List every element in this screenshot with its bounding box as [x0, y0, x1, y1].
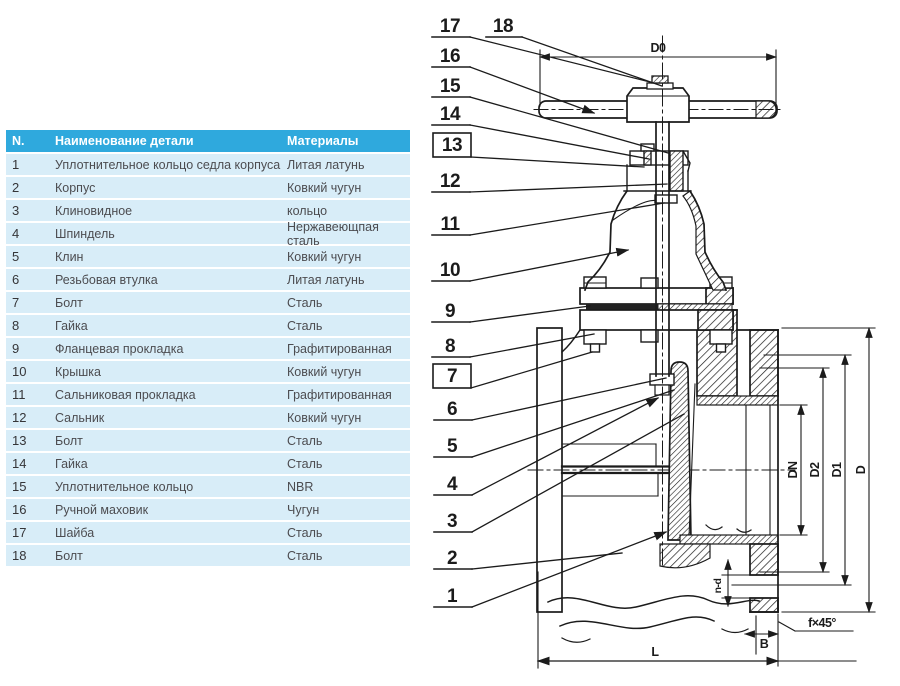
cell-material: кольцо: [287, 203, 328, 218]
cell-name: Гайка: [55, 456, 88, 471]
table-row: [6, 200, 410, 221]
cell-name: Сальник: [55, 410, 105, 425]
cell-material: Чугун: [287, 502, 320, 517]
dim-d1-label: D1: [830, 462, 844, 478]
dim-d-label: D: [854, 465, 868, 475]
callout-6-num: 6: [446, 399, 458, 420]
table-row: [6, 338, 410, 359]
cell-n: 6: [12, 272, 20, 287]
callout-11-num: 11: [440, 214, 460, 235]
callout-2: [434, 548, 622, 569]
gland-packing: [624, 144, 691, 203]
table-header: [6, 130, 410, 152]
callout-8-num: 8: [444, 336, 456, 357]
cell-material: NBR: [287, 479, 314, 494]
cell-n: 9: [12, 341, 20, 356]
table-row: [6, 545, 410, 566]
cell-material: Литая латунь: [287, 272, 365, 287]
cell-n: 18: [12, 548, 27, 563]
table-row: [6, 315, 410, 336]
cell-n: 10: [12, 364, 27, 379]
cell-n: 13: [12, 433, 27, 448]
callout-8: [432, 334, 594, 357]
callout-1-num: 1: [446, 586, 458, 607]
table-row: [6, 292, 410, 313]
handwheel: [534, 76, 781, 122]
table-row: [6, 246, 410, 267]
cell-name: Болт: [55, 433, 83, 448]
dimension-b: [745, 614, 778, 666]
cell-name: Гайка: [55, 318, 88, 333]
callout-4-num: 4: [446, 474, 458, 495]
callout-12-num: 12: [439, 171, 461, 192]
handwheel-washer: [647, 83, 673, 89]
cell-name: Крышка: [55, 364, 101, 379]
callout-11: [432, 203, 664, 235]
cell-material: Литая латунь: [287, 157, 365, 172]
dim-dn-label: DN: [786, 461, 800, 479]
table-row: [6, 219, 410, 248]
cell-n: 12: [12, 410, 27, 425]
dimension-chamfer: [779, 616, 853, 631]
callout-9: [432, 301, 590, 322]
table-row: [6, 177, 410, 198]
cell-material: Графитированная: [287, 387, 392, 402]
cell-name: Резьбовая втулка: [55, 272, 158, 287]
dim-d0-label: D0: [650, 41, 666, 55]
cell-n: 8: [12, 318, 20, 333]
table-row: [6, 384, 410, 405]
callout-3-num: 3: [446, 511, 458, 532]
callout-18: [486, 16, 662, 86]
dimension-n-d: [712, 560, 750, 606]
cell-name: Корпус: [55, 180, 96, 195]
callout-16-num: 16: [439, 46, 461, 67]
callout-13-num: 13: [441, 135, 463, 156]
cell-n: 14: [12, 456, 27, 471]
cell-name: Клиновидное: [55, 203, 133, 218]
callout-9-num: 9: [444, 301, 456, 322]
cell-n: 16: [12, 502, 27, 517]
cell-material: Сталь: [287, 548, 323, 563]
col-header-name: Наименование детали: [55, 134, 194, 148]
cell-name: Клин: [55, 249, 84, 264]
cell-material: Сталь: [287, 456, 323, 471]
table-row: [6, 522, 410, 543]
wavy-break: [548, 596, 759, 642]
cell-n: 7: [12, 295, 20, 310]
cell-n: 4: [12, 226, 20, 241]
cell-material: Графитированная: [287, 341, 392, 356]
callout-12: [432, 171, 667, 192]
callout-15-num: 15: [439, 76, 461, 97]
cell-n: 11: [12, 387, 26, 402]
cell-material: Ковкий чугун: [287, 180, 362, 195]
callout-7-num: 7: [446, 366, 458, 387]
callout-17: [432, 16, 650, 82]
wedge: [650, 362, 695, 540]
cell-material: Сталь: [287, 525, 323, 540]
parts-table: [6, 130, 410, 568]
callout-5-num: 5: [446, 436, 458, 457]
cell-material: Ковкий чугун: [287, 364, 362, 379]
cell-material: Сталь: [287, 295, 323, 310]
table-row: [6, 430, 410, 451]
dim-d2-label: D2: [808, 462, 822, 478]
dim-n-d-label: n-d: [712, 578, 724, 594]
cell-name: Шпиндель: [55, 226, 115, 241]
table-row: [6, 499, 410, 520]
cell-name: Болт: [55, 295, 83, 310]
cell-name: Уплотнительное кольцо седла корпуса: [55, 157, 281, 172]
handwheel-nut: [652, 76, 668, 83]
cell-name: Фланцевая прокладка: [55, 341, 184, 356]
cell-name: Уплотнительное кольцо: [55, 479, 194, 494]
cell-n: 3: [12, 203, 20, 218]
dim-chamfer-label: f×45°: [808, 616, 836, 630]
cell-material: Сталь: [287, 318, 323, 333]
col-header-material: Материалы: [287, 134, 359, 148]
callout-18-num: 18: [492, 16, 514, 37]
cell-material: Сталь: [287, 433, 323, 448]
col-header-n: N.: [12, 134, 25, 148]
callout-14-num: 14: [439, 104, 461, 125]
cell-n: 17: [12, 525, 27, 540]
callout-17-num: 17: [439, 16, 461, 37]
cell-n: 5: [12, 249, 20, 264]
table-row: [6, 453, 410, 474]
dim-l-label: L: [651, 645, 659, 659]
callout-10-num: 10: [439, 260, 461, 281]
table-row: [6, 407, 410, 428]
cell-name: Шайба: [55, 525, 95, 540]
table-row: [6, 361, 410, 382]
cell-n: 15: [12, 479, 27, 494]
table-row: [6, 269, 410, 290]
cell-n: 2: [12, 180, 20, 195]
cell-n: 1: [12, 157, 20, 172]
table-row: [6, 476, 410, 497]
parts-table-body: [6, 154, 410, 566]
cell-material: Нержавеющпая сталь: [287, 219, 379, 248]
cell-name: Сальниковая прокладка: [55, 387, 196, 402]
cell-name: Ручной маховик: [55, 502, 149, 517]
cell-material: Ковкий чугун: [287, 249, 362, 264]
table-row: [6, 154, 410, 175]
callout-2-num: 2: [446, 548, 458, 569]
cell-name: Болт: [55, 548, 83, 563]
cell-material: Ковкий чугун: [287, 410, 362, 425]
dim-b-label: B: [759, 637, 769, 651]
